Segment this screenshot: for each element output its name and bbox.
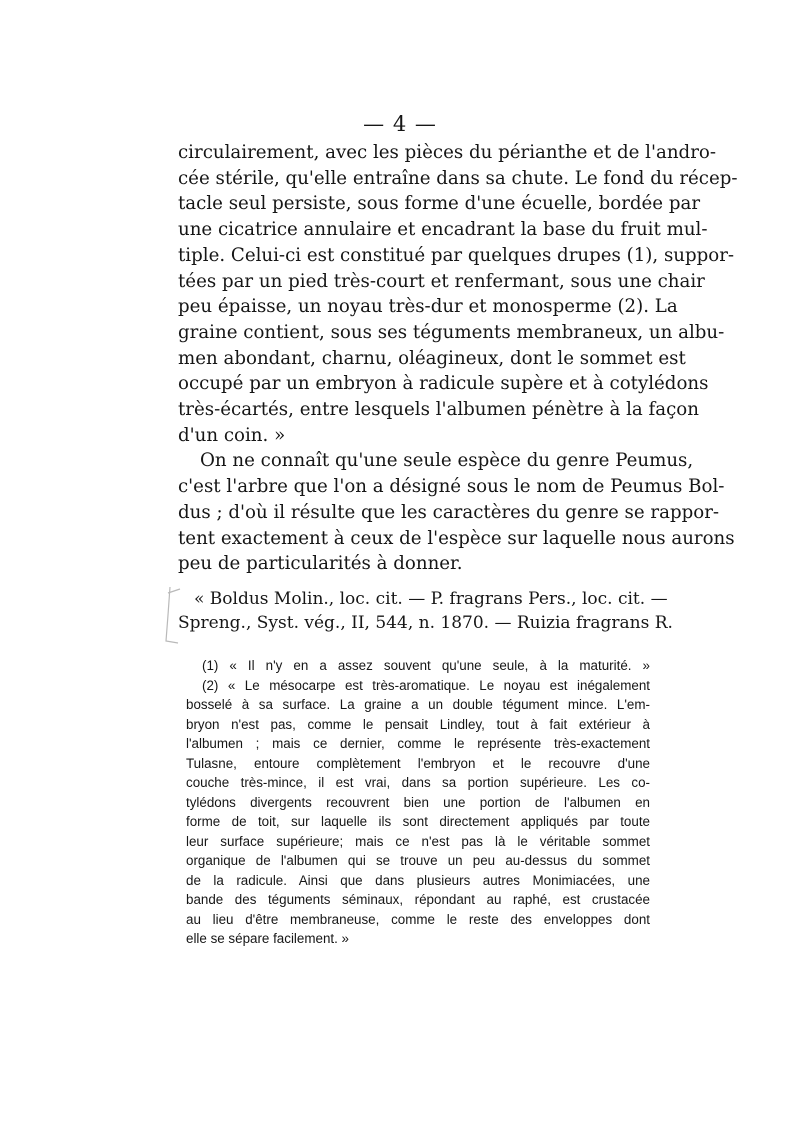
footnote-line: (2) « Le mésocarpe est très-aromatique. Le noyau est inégalement <box>202 677 650 693</box>
footnote-line: forme de toit, sur laquelle ils sont directement appliqués par toute <box>186 814 650 829</box>
text-line: c'est l'arbre que l'on a désigné sous le nom de Peumus Bol- <box>178 476 725 498</box>
text-line: men abondant, charnu, oléagineux, dont le sommet est <box>178 347 686 369</box>
text-line: dus ; d'où il résulte que les caractères du genre se rappor- <box>178 501 720 523</box>
text-line: cée stérile, qu'elle entraîne dans sa chute. Le fond du récep- <box>178 167 738 189</box>
footnote-line: organique de l'albumen qui se trouve un peu au-dessus du sommet <box>186 853 650 868</box>
footnote-line: l'albumen ; mais ce dernier, comme le représente très-exactement <box>186 736 650 751</box>
synonymy-reference <box>178 587 673 635</box>
text-line: tent exactement à ceux de l'espèce sur laquelle nous aurons <box>178 527 735 549</box>
text-line: tiple. Celui-ci est constitué par quelques drupes (1), suppor- <box>178 244 735 266</box>
footnote-line: tylédons divergents recouvrent bien une portion de l'albumen en <box>186 794 650 810</box>
text-line: On ne connaît qu'une seule espèce du genre Peumus, <box>200 450 694 472</box>
footnote-line: de la radicule. Ainsi que dans plusieurs autres Monimiacées, une <box>186 872 650 888</box>
text-line: peu épaisse, un noyau très-dur et monosperme (2). La <box>178 296 678 318</box>
text-line: peu de particularités à donner. <box>178 553 463 575</box>
footnote-line: couche très-mince, il est vrai, dans sa portion supérieure. Les co- <box>186 775 650 790</box>
text-line: graine contient, sous ses téguments membraneux, un albu- <box>178 321 725 343</box>
footnote-line: bande des téguments séminaux, répondant au raphé, est crustacée <box>186 892 650 907</box>
text-line: circulairement, avec les pièces du périanthe et de l'andro- <box>178 142 716 163</box>
footnote-line: au lieu d'être membraneuse, comme le reste des enveloppes dont <box>186 911 650 927</box>
reference-line: « Boldus Molin., loc. cit. — P. fragrans Pers., loc. cit. — <box>194 589 668 609</box>
text-line: d'un coin. » <box>178 424 286 446</box>
reference-line: Spreng., Syst. vég., II, 544, n. 1870. — Ruizia fragrans R. <box>178 613 673 633</box>
page-number: — 4 — <box>363 112 437 136</box>
footnotes <box>186 656 650 949</box>
footnote-line: elle se sépare facilement. » <box>186 931 350 946</box>
footnote-line: bryon n'est pas, comme le pensait Lindley, tout à fait extérieur à <box>186 716 650 732</box>
text-line: une cicatrice annulaire et encadrant la base du fruit mul- <box>178 219 708 241</box>
footnote-line: bosselé à sa surface. La graine a un double tégument mince. L'em- <box>186 697 650 712</box>
footnote-line: Tulasne, entoure complètement l'embryon et le recouvre d'une <box>186 755 650 771</box>
text-line: tacle seul persiste, sous forme d'une écuelle, bordée par <box>178 193 701 215</box>
text-line: très-écartés, entre lesquels l'albumen pénètre à la façon <box>178 399 699 421</box>
text-line: tées par un pied très-court et renfermant, sous une chair <box>178 270 705 292</box>
text-line: occupé par un embryon à radicule supère et à cotylédons <box>178 373 709 395</box>
main-text-block <box>178 140 738 577</box>
footnote-line: (1) « Il n'y en a assez souvent qu'une seule, à la maturité. » <box>202 658 650 673</box>
footnote-line: leur surface supérieure; mais ce n'est pas là le véritable sommet <box>186 833 650 849</box>
